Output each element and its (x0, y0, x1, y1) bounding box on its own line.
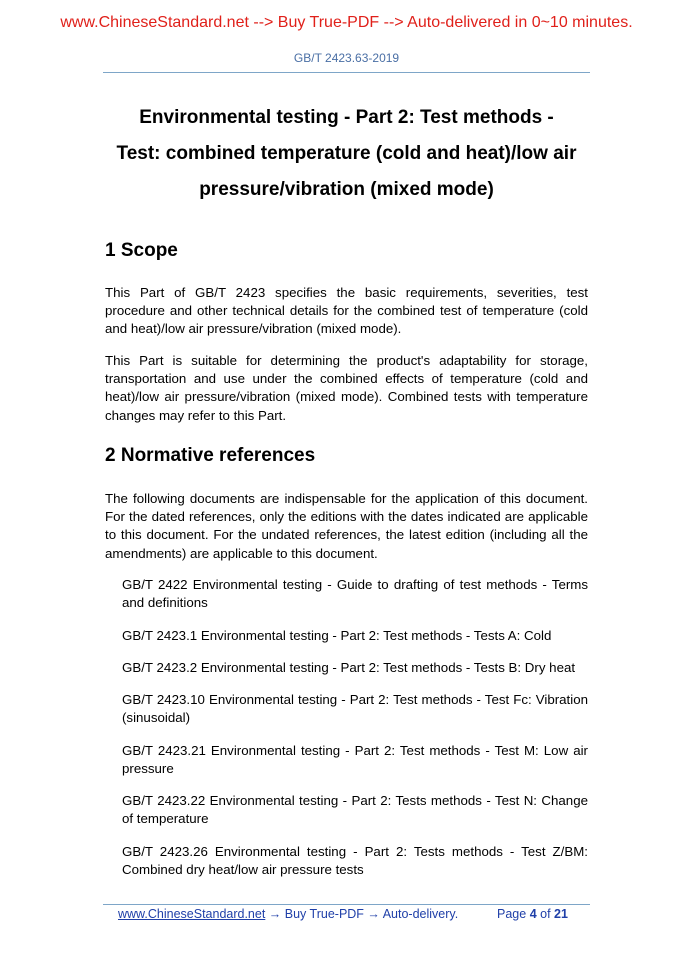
footer-divider (103, 904, 590, 905)
reference-item: GB/T 2423.2 Environmental testing - Part 2: Test methods - Tests B: Dry heat (122, 660, 576, 675)
reference-item: GB/T 2423.10 Environmental testing - Part 2: Test methods - Test Fc: Vibration (sinusoidal) (122, 692, 588, 726)
reference-item: GB/T 2423.26 Environmental testing - Part 2: Tests methods - Test Z/BM: Combined dry heat/low air pressure tests (122, 844, 588, 878)
header-divider (103, 72, 590, 73)
normative-intro-paragraph: The following documents are indispensable for the application of this document. For the dated references, only the editions with the dates indicated are applicable to this document. For the undated references, the latest edition (including all the amendments) are applicable to this document. (105, 491, 588, 561)
footer-promo-text: → Buy True-PDF → Auto-delivery. (265, 907, 459, 921)
page-label: Page (497, 907, 527, 921)
top-banner-link[interactable]: www.ChineseStandard.net --> Buy True-PDF --> Auto-delivered in 0~10 minutes. (60, 14, 633, 31)
page-of-label: of (540, 907, 551, 921)
page-total: 21 (554, 907, 568, 921)
reference-item: GB/T 2422 Environmental testing - Guide to drafting of test methods - Terms and definitions (122, 577, 588, 611)
page-number: 4 (529, 907, 537, 921)
title-line-2: Test: combined temperature (cold and heat)/low air (116, 143, 577, 164)
document-title (105, 100, 588, 208)
page-indicator (497, 907, 568, 921)
scope-paragraph-1: This Part of GB/T 2423 specifies the basic requirements, severities, test procedure and other technical details for the combined test of temperature (cold and heat)/low air pressure/vibration (mixed mode). (105, 285, 588, 337)
reference-item: GB/T 2423.21 Environmental testing - Part 2: Test methods - Test M: Low air pressure (122, 743, 588, 777)
scope-paragraph-2: This Part is suitable for determining the product's adaptability for storage, transportation and use under the combined effects of temperature (cold and heat)/low air pressure/vibration (mixed mode). Combined tests with temperature changes may refer to this Part. (105, 353, 588, 423)
section-heading-scope: 1 Scope (105, 240, 178, 261)
standard-code-header: GB/T 2423.63-2019 (293, 51, 400, 65)
footer-promo (118, 907, 458, 921)
reference-item: GB/T 2423.1 Environmental testing - Part 2: Test methods - Tests A: Cold (122, 628, 552, 643)
reference-item: GB/T 2423.22 Environmental testing - Part 2: Tests methods - Test N: Change of temperature (122, 793, 588, 827)
title-line-1: Environmental testing - Part 2: Test methods - (139, 107, 554, 128)
section-heading-normative-references: 2 Normative references (105, 445, 316, 466)
title-line-3: pressure/vibration (mixed mode) (199, 179, 494, 200)
footer-site-link[interactable]: www.ChineseStandard.net (118, 907, 266, 921)
